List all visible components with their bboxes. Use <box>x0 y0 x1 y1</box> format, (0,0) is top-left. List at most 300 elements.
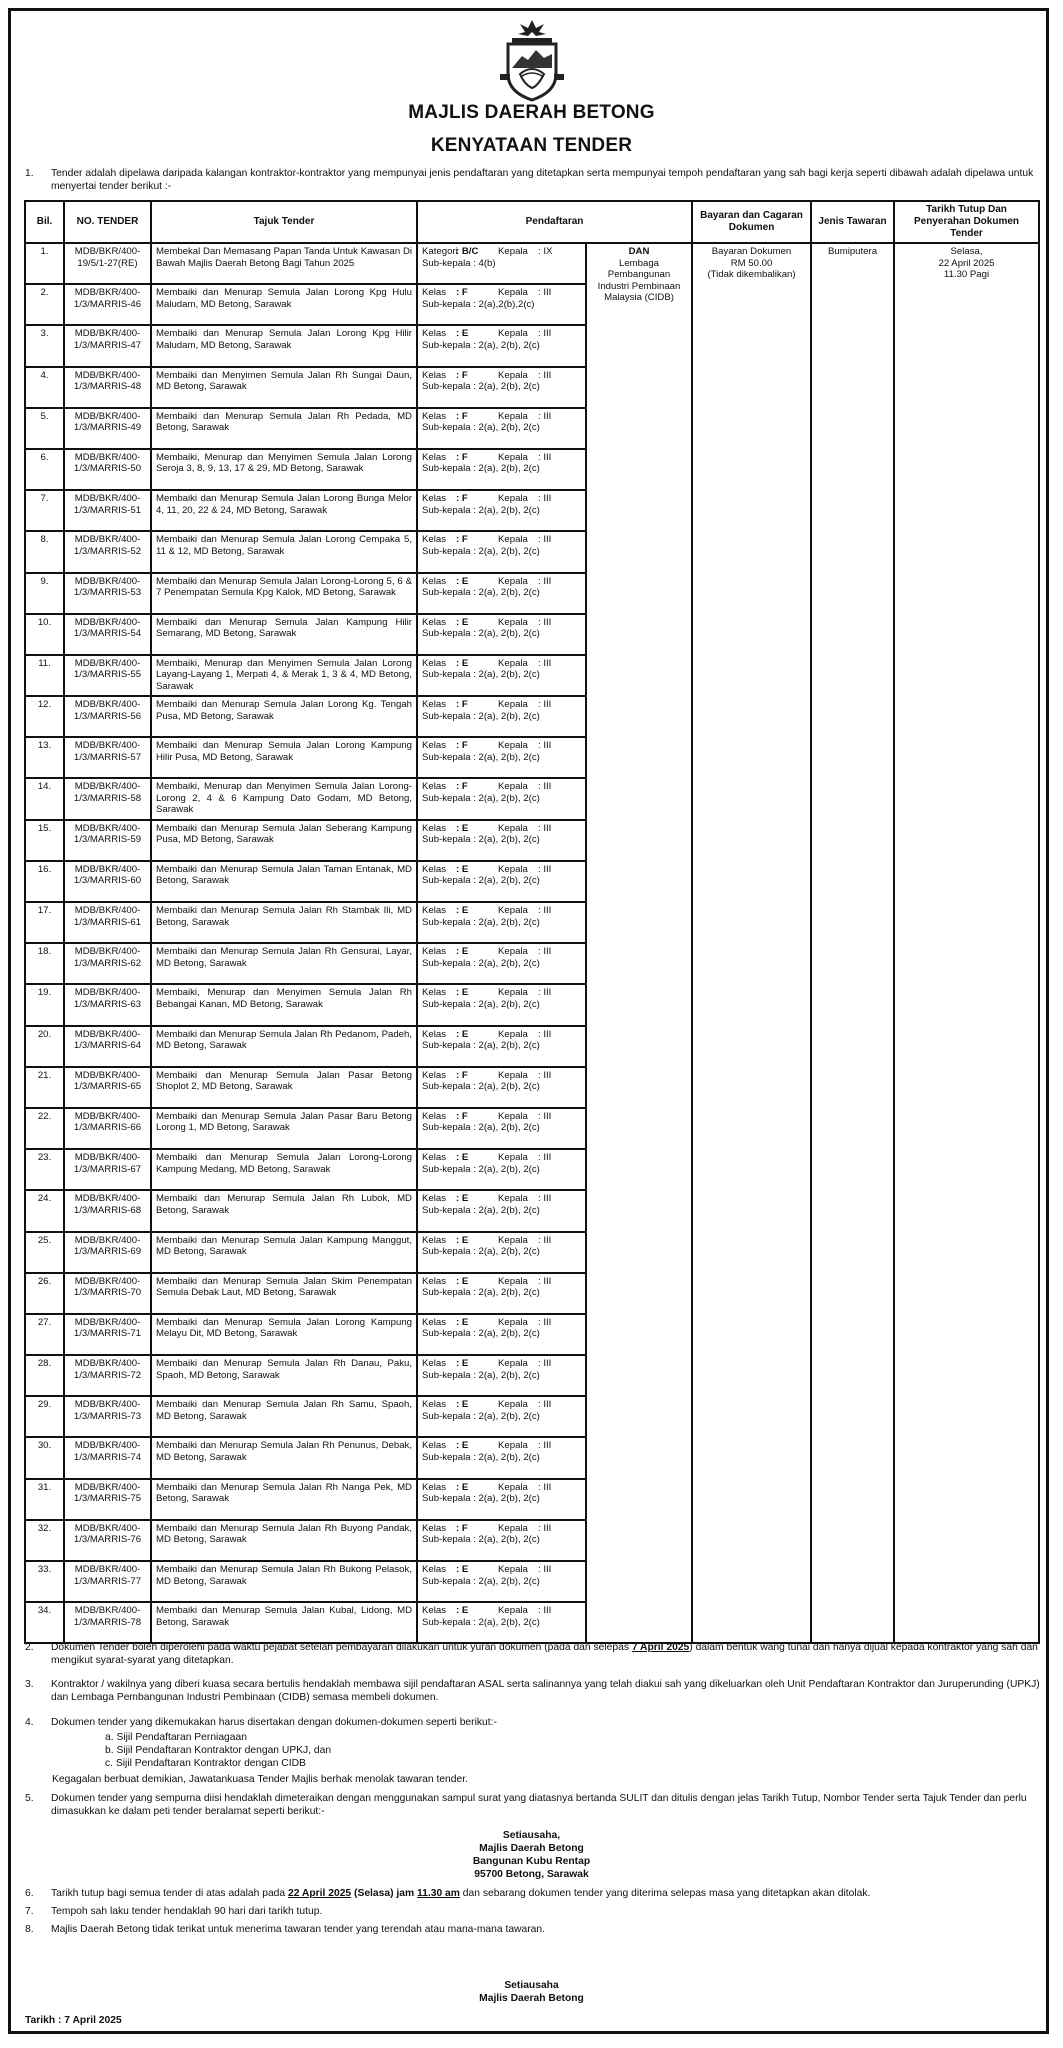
registration-kp: Kepala <box>498 616 528 628</box>
registration-subkepala: Sub-kepala : 2(a), 2(b), 2(c) <box>422 834 540 846</box>
registration-line <box>422 658 581 670</box>
tender-title: Membaiki dan Menurap Semula Jalan Rh Samu, Spaoh, MD Betong, Sarawak <box>151 1396 417 1437</box>
registration-kv: : III <box>538 1193 552 1205</box>
registration-kp: Kepala <box>498 863 528 875</box>
tender-registration <box>417 573 586 614</box>
tender-registration <box>417 284 586 325</box>
registration-k2: : F <box>456 1069 468 1081</box>
notice-date: Tarikh : 7 April 2025 <box>25 2015 122 2026</box>
registration-subkepala: Sub-kepala : 2(a), 2(b), 2(c) <box>422 957 540 969</box>
registration-line <box>422 1440 581 1452</box>
registration-line <box>422 699 581 711</box>
registration-line <box>422 1152 581 1164</box>
tender-title: Membaiki dan Menurap Semula Jalan Taman Entanak, MD Betong, Sarawak <box>151 861 417 902</box>
registration-kp: Kepala <box>498 905 528 916</box>
tender-bil: 23. <box>25 1149 64 1190</box>
registration-subkepala: Sub-kepala : 2(a), 2(b), 2(c) <box>422 916 540 928</box>
tender-bil: 25. <box>25 1232 64 1273</box>
note-4-list <box>105 1731 605 1770</box>
tender-table <box>24 200 1040 1644</box>
note-4: 4. Dokumen tender yang dikemukakan harus disertakan dengan dokumen-dokumen seperti berikut:- <box>25 1717 497 1728</box>
tender-title: Membaiki dan Menurap Semula Jalan Lorong Bunga Melor 4, 11, 20, 22 & 24, MD Betong, Sarawak <box>151 490 417 531</box>
registration-kp: Kepala <box>498 1605 528 1617</box>
tender-title: Membaiki dan Menurap Semula Jalan Rh Lubok, MD Betong, Sarawak <box>151 1190 417 1231</box>
tender-bil: 13. <box>25 737 64 778</box>
tender-title: Membaiki, Menurap dan Menyimen Semula Jalan Lorong-Lorong 2, 4 & 6 Kampung Dato Godam, MD Betong, Sarawak <box>151 778 417 819</box>
registration-kv: : III <box>538 410 552 422</box>
registration-k1: Kelas <box>422 410 446 422</box>
registration-k1: Kelas <box>422 1522 446 1534</box>
tender-registration <box>417 614 586 655</box>
registration-subkepala: Sub-kepala : 2(a), 2(b), 2(c) <box>422 1493 540 1505</box>
tender-number: MDB/BKR/400-1/3/MARRIS-75 <box>64 1479 151 1520</box>
tender-bil: 20. <box>25 1026 64 1067</box>
tender-registration <box>417 1561 586 1602</box>
registration-line <box>422 1111 581 1123</box>
registration-kv: : III <box>538 369 552 381</box>
registration-k2: : E <box>456 1605 469 1617</box>
registration-line <box>422 534 581 546</box>
tender-number: MDB/BKR/400-1/3/MARRIS-69 <box>64 1232 151 1273</box>
intro-text: Tender adalah dipelawa daripada kalangan kontraktor-kontraktor yang mempunyai jenis pendaftaran yang ditetapkan serta mempunyai tempoh pendaftaran yang sah bagi kerja seperti dibawah adalah dipelawa untuk menyertai tender berikut :- <box>51 168 1034 192</box>
registration-subkepala: Sub-kepala : 2(a), 2(b), 2(c) <box>422 1081 540 1093</box>
tender-bil: 28. <box>25 1355 64 1396</box>
tender-number: MDB/BKR/400-1/3/MARRIS-47 <box>64 325 151 366</box>
registration-kp: Kepala <box>498 740 528 752</box>
tender-title: Membaiki dan Menurap Semula Jalan Rh Gensurai, Layar, MD Betong, Sarawak <box>151 943 417 984</box>
tender-registration <box>417 325 586 366</box>
registration-kv: : IX <box>538 246 553 257</box>
tender-number: MDB/BKR/400-1/3/MARRIS-51 <box>64 490 151 531</box>
registration-line <box>422 823 581 835</box>
note-7: 7. Tempoh sah laku tender hendaklah 90 hari dari tarikh tutup. <box>25 1906 323 1917</box>
registration-k2: : E <box>456 905 469 916</box>
tender-title: Membaiki dan Menurap Semula Jalan Lorong Kampung Hilir Pusa, MD Betong, Sarawak <box>151 737 417 778</box>
registration-subkepala: Sub-kepala : 2(a), 2(b), 2(c) <box>422 710 540 722</box>
registration-k1: Kelas <box>422 987 446 999</box>
registration-subkepala: Sub-kepala : 2(a), 2(b), 2(c) <box>422 1040 540 1052</box>
registration-k2: : E <box>456 1564 469 1575</box>
tender-number: MDB/BKR/400-1/3/MARRIS-54 <box>64 614 151 655</box>
organization-name: MAJLIS DAERAH BETONG <box>408 102 655 123</box>
registration-kp: Kepala <box>498 699 528 711</box>
tender-number: MDB/BKR/400-1/3/MARRIS-58 <box>64 778 151 819</box>
registration-subkepala: Sub-kepala : 2(a), 2(b), 2(c) <box>422 1575 540 1587</box>
offer-type: Bumiputera <box>811 243 894 1643</box>
registration-line <box>422 452 581 464</box>
registration-k1: Kelas <box>422 1358 446 1370</box>
tender-title: Membaiki, Menurap dan Menyimen Semula Jalan Rh Bebangai Kanan, MD Betong, Sarawak <box>151 984 417 1025</box>
tender-bil: 33. <box>25 1561 64 1602</box>
registration-k1: Kelas <box>422 493 446 505</box>
registration-kv: : III <box>538 987 552 999</box>
registration-kp: Kepala <box>498 410 528 422</box>
registration-kv: : III <box>538 1564 552 1575</box>
tender-bil: 2. <box>25 284 64 325</box>
registration-kv: : III <box>538 863 552 875</box>
registration-kp: Kepala <box>498 1234 528 1246</box>
registration-k1: Kelas <box>422 1110 446 1122</box>
tender-number: MDB/BKR/400-1/3/MARRIS-74 <box>64 1437 151 1478</box>
registration-line <box>422 740 581 752</box>
tender-registration <box>417 984 586 1025</box>
tender-title: Membaiki, Menurap dan Menyimen Semula Jalan Lorong Seroja 3, 8, 9, 13, 17 & 29, MD Betong, Sarawak <box>151 449 417 490</box>
tender-bil: 9. <box>25 573 64 614</box>
registration-kp: Kepala <box>498 781 528 793</box>
registration-kp: Kepala <box>498 946 528 958</box>
registration-kv: : III <box>538 740 552 752</box>
tender-bil: 1. <box>25 243 64 284</box>
registration-k1: Kelas <box>422 740 446 752</box>
tender-bil: 26. <box>25 1273 64 1314</box>
tender-registration <box>417 243 586 284</box>
registration-k1: Kelas <box>422 1481 446 1493</box>
tender-title: Membaiki dan Menurap Semula Jalan Pasar Betong Shoplot 2, MD Betong, Sarawak <box>151 1067 417 1108</box>
tender-registration <box>417 696 586 737</box>
tender-number: MDB/BKR/400-1/3/MARRIS-72 <box>64 1355 151 1396</box>
registration-kv: : III <box>538 822 552 834</box>
registration-kp: Kepala <box>498 657 528 669</box>
tender-number: MDB/BKR/400-1/3/MARRIS-56 <box>64 696 151 737</box>
registration-kp: Kepala <box>498 493 528 505</box>
tender-number: MDB/BKR/400-1/3/MARRIS-59 <box>64 820 151 861</box>
registration-subkepala: Sub-kepala : 2(a), 2(b), 2(c) <box>422 381 540 393</box>
tender-title: Membaiki dan Menurap Semula Jalan Rh Danau, Paku, Spaoh, MD Betong, Sarawak <box>151 1355 417 1396</box>
registration-k2: : E <box>456 1481 469 1493</box>
registration-k1: Kategori <box>422 246 458 257</box>
note-3: 3. Kontraktor / wakilnya yang diberi kuasa secara bertulis hendaklah membawa sijil pendaftaran ASAL serta salinannya yang telah diakui sah yang dikeluarkan oleh Unit Pendaftaran Kontraktor dan Juruperunding (UPKJ) dan Lembaga Pembangunan Industri Pembinaan (CIDB) semasa membeli dokumen. <box>25 1679 1040 1703</box>
tender-title: Membaiki dan Menurap Semula Jalan Seberang Kampung Pusa, MD Betong, Sarawak <box>151 820 417 861</box>
registration-line <box>422 1605 581 1617</box>
tender-title: Membaiki dan Menurap Semula Jalan Rh Stambak Ili, MD Betong, Sarawak <box>151 902 417 943</box>
tender-bil: 3. <box>25 325 64 366</box>
tender-registration <box>417 1314 586 1355</box>
tender-title: Membaiki dan Menyimen Semula Jalan Rh Sungai Daun, MD Betong, Sarawak <box>151 367 417 408</box>
registration-kv: : III <box>538 1275 552 1287</box>
tender-registration <box>417 1108 586 1149</box>
registration-k2: : E <box>456 1440 469 1452</box>
registration-k1: Kelas <box>422 699 446 711</box>
registration-line <box>422 1399 581 1411</box>
para-number: 1. <box>25 168 34 179</box>
registration-subkepala: Sub-kepala : 2(a), 2(b), 2(c) <box>422 339 540 351</box>
tender-number: MDB/BKR/400-1/3/MARRIS-46 <box>64 284 151 325</box>
registration-kv: : III <box>538 451 552 463</box>
tender-bil: 5. <box>25 408 64 449</box>
registration-kv: : III <box>538 1522 552 1534</box>
registration-k1: Kelas <box>422 946 446 958</box>
registration-subkepala: Sub-kepala : 2(a), 2(b), 2(c) <box>422 1328 540 1340</box>
intro-paragraph <box>25 167 1043 193</box>
registration-kv: : III <box>538 1605 552 1617</box>
tender-number: MDB/BKR/400-1/3/MARRIS-65 <box>64 1067 151 1108</box>
registration-k1: Kelas <box>422 287 446 299</box>
registration-k2: : E <box>456 1028 469 1040</box>
note-4-warning: Kegagalan berbuat demikian, Jawatankuasa Tender Majlis berhak menolak tawaran tender. <box>52 1774 468 1785</box>
registration-kv: : III <box>538 1152 552 1164</box>
registration-subkepala: Sub-kepala : 2(a), 2(b), 2(c) <box>422 1534 540 1546</box>
registration-line <box>422 617 581 629</box>
registration-kp: Kepala <box>498 534 528 546</box>
registration-k2: : E <box>456 1152 469 1164</box>
registration-subkepala: Sub-kepala : 2(a), 2(b), 2(c) <box>422 587 540 598</box>
registration-k1: Kelas <box>422 1399 446 1411</box>
tender-registration <box>417 1602 586 1643</box>
header-tarikh: Tarikh Tutup Dan Penyerahan Dokumen Tender <box>894 201 1039 243</box>
tender-number: MDB/BKR/400-1/3/MARRIS-49 <box>64 408 151 449</box>
registration-kp: Kepala <box>498 1440 528 1452</box>
registration-k1: Kelas <box>422 616 446 628</box>
tender-title: Membaiki dan Menurap Semula Jalan Kampung Manggut, MD Betong, Sarawak <box>151 1232 417 1273</box>
registration-k2: : E <box>456 987 469 999</box>
tender-bil: 10. <box>25 614 64 655</box>
registration-k1: Kelas <box>422 1605 446 1617</box>
registration-k2: : E <box>456 657 469 669</box>
list-item: c. Sijil Pendaftaran Kontraktor dengan CIDB <box>105 1758 306 1769</box>
tender-title: Membaiki dan Menurap Semula Jalan Lorong Kpg Hulu Maludam, MD Betong, Sarawak <box>151 284 417 325</box>
registration-line <box>422 1317 581 1329</box>
registration-subkepala: Sub-kepala : 2(a), 2(b), 2(c) <box>422 1122 540 1134</box>
note-2: 2. Dokumen Tender boleh diperolehi pada waktu pejabat setelah pembayaran dilakukan untuk yuran dokumen (pada dan selepas 7 April 2025) dalam bentuk wang tunai dan hanya dijual kepada kontraktor yang sah dan mengikut syarat-syarat yang ditetapkan. <box>25 1642 1038 1666</box>
registration-k1: Kelas <box>422 781 446 793</box>
dan-label: DAN <box>628 246 650 257</box>
tender-bil: 30. <box>25 1437 64 1478</box>
registration-line <box>422 905 581 917</box>
registration-kp: Kepala <box>498 1399 528 1411</box>
tender-registration <box>417 1355 586 1396</box>
registration-k1: Kelas <box>422 369 446 381</box>
tender-bil: 16. <box>25 861 64 902</box>
registration-subkepala: Sub-kepala : 2(a), 2(b), 2(c) <box>422 628 540 640</box>
tender-number: MDB/BKR/400-1/3/MARRIS-68 <box>64 1190 151 1231</box>
registration-k2: : E <box>456 1316 469 1328</box>
registration-k1: Kelas <box>422 657 446 669</box>
tender-number: MDB/BKR/400-1/3/MARRIS-60 <box>64 861 151 902</box>
registration-line <box>422 1070 581 1082</box>
registration-kp: Kepala <box>498 987 528 999</box>
registration-k2: : F <box>456 410 468 422</box>
registration-k1: Kelas <box>422 1069 446 1081</box>
registration-k2: : E <box>456 1234 469 1246</box>
document-fee: Bayaran Dokumen RM 50.00 (Tidak dikembalikan) <box>692 243 811 1643</box>
registration-k1: Kelas <box>422 1028 446 1040</box>
registration-k2: : E <box>456 328 469 340</box>
registration-subkepala: Sub-kepala : 2(a), 2(b), 2(c) <box>422 669 540 681</box>
tender-number: MDB/BKR/400-1/3/MARRIS-48 <box>64 367 151 408</box>
registration-kv: : III <box>538 781 552 793</box>
tender-title: Membaiki dan Menurap Semula Jalan Lorong Kampung Melayu Dit, MD Betong, Sarawak <box>151 1314 417 1355</box>
registration-line <box>422 987 581 999</box>
registration-k2: : F <box>456 493 468 505</box>
registration-k1: Kelas <box>422 905 446 916</box>
tender-number: MDB/BKR/400-1/3/MARRIS-76 <box>64 1520 151 1561</box>
notice-title: KENYATAAN TENDER <box>430 135 633 156</box>
tender-registration <box>417 943 586 984</box>
registration-subkepala: Sub-kepala : 2(a), 2(b), 2(c) <box>422 998 540 1010</box>
tender-number: MDB/BKR/400-1/3/MARRIS-62 <box>64 943 151 984</box>
tender-title: Membaiki dan Menurap Semula Jalan Rh Penunus, Debak, MD Betong, Sarawak <box>151 1437 417 1478</box>
header-bil: Bil. <box>25 201 64 243</box>
registration-kp: Kepala <box>498 328 528 340</box>
registration-kv: : III <box>538 1358 552 1370</box>
registration-kp: Kepala <box>498 1069 528 1081</box>
tender-title: Membaiki dan Menurap Semula Jalan Kubal, Lidong, MD Betong, Sarawak <box>151 1602 417 1643</box>
registration-kp: Kepala <box>498 1028 528 1040</box>
tender-registration <box>417 820 586 861</box>
tender-title: Membaiki dan Menurap Semula Jalan Lorong-Lorong 5, 6 & 7 Penempatan Semula Kpg Kalok, MD Betong, Sarawak <box>151 573 417 614</box>
tender-bil: 6. <box>25 449 64 490</box>
tender-registration <box>417 1190 586 1231</box>
tender-number: MDB/BKR/400-1/3/MARRIS-55 <box>64 655 151 696</box>
registration-k1: Kelas <box>422 1193 446 1205</box>
registration-kp: Kepala <box>498 1275 528 1287</box>
tender-title: Membaiki dan Menurap Semula Jalan Lorong-Lorong Kampung Medang, MD Betong, Sarawak <box>151 1149 417 1190</box>
cidb-registration <box>586 243 692 1643</box>
tender-bil: 21. <box>25 1067 64 1108</box>
tender-registration <box>417 1232 586 1273</box>
registration-subkepala: Sub-kepala : 2(a),2(b),2(c) <box>422 298 535 310</box>
registration-k2: : E <box>456 1275 469 1287</box>
header-bayaran: Bayaran dan Cagaran Dokumen <box>692 201 811 243</box>
registration-kv: : III <box>538 1316 552 1328</box>
tender-number: MDB/BKR/400-1/3/MARRIS-73 <box>64 1396 151 1437</box>
registration-k1: Kelas <box>422 1316 446 1328</box>
registration-kp: Kepala <box>498 1193 528 1205</box>
registration-kp: Kepala <box>498 1152 528 1164</box>
registration-kp: Kepala <box>498 451 528 463</box>
council-crest-logo <box>498 18 566 102</box>
registration-k2: : F <box>456 369 468 381</box>
registration-kv: : III <box>538 493 552 505</box>
registration-kp: Kepala <box>498 287 528 299</box>
registration-line <box>422 576 581 588</box>
tender-bil: 31. <box>25 1479 64 1520</box>
tender-bil: 14. <box>25 778 64 819</box>
tender-box-address: Setiausaha, Majlis Daerah Betong Bangunan Kubu Rentap 95700 Betong, Sarawak <box>472 1830 591 1880</box>
tender-registration <box>417 1026 586 1067</box>
registration-line <box>422 411 581 423</box>
registration-k2: : F <box>456 699 468 711</box>
tender-bil: 7. <box>25 490 64 531</box>
registration-subkepala: Sub-kepala : 2(a), 2(b), 2(c) <box>422 792 540 804</box>
registration-line <box>422 781 581 793</box>
tender-title: Membaiki dan Menurap Semula Jalan Rh Pedada, MD Betong, Sarawak <box>151 408 417 449</box>
header-no-tender: NO. TENDER <box>64 201 151 243</box>
tender-registration <box>417 1149 586 1190</box>
tender-bil: 27. <box>25 1314 64 1355</box>
tender-number: MDB/BKR/400-1/3/MARRIS-70 <box>64 1273 151 1314</box>
registration-kp: Kepala <box>498 1316 528 1328</box>
registration-line <box>422 493 581 505</box>
registration-k2: : F <box>456 451 468 463</box>
tender-title: Membaiki dan Menurap Semula Jalan Rh Pedanom, Padeh, MD Betong, Sarawak <box>151 1026 417 1067</box>
tender-title: Membaiki dan Menurap Semula Jalan Pasar Baru Betong Lorong 1, MD Betong, Sarawak <box>151 1108 417 1149</box>
registration-subkepala: Sub-kepala : 2(a), 2(b), 2(c) <box>422 1369 540 1381</box>
registration-kv: : III <box>538 534 552 546</box>
registration-kp: Kepala <box>498 822 528 834</box>
registration-kv: : III <box>538 1399 552 1411</box>
registration-k2: : F <box>456 534 468 546</box>
tender-registration <box>417 778 586 819</box>
registration-subkepala: Sub-kepala : 2(a), 2(b), 2(c) <box>422 1287 540 1299</box>
registration-subkepala: Sub-kepala : 2(a), 2(b), 2(c) <box>422 1451 540 1463</box>
tender-registration <box>417 737 586 778</box>
registration-k2: : F <box>456 740 468 752</box>
tender-number: MDB/BKR/400-1/3/MARRIS-71 <box>64 1314 151 1355</box>
registration-subkepala: Sub-kepala : 2(a), 2(b), 2(c) <box>422 463 540 475</box>
tender-number: MDB/BKR/400-1/3/MARRIS-52 <box>64 531 151 572</box>
registration-kp: Kepala <box>498 1358 528 1370</box>
registration-k1: Kelas <box>422 451 446 463</box>
registration-kp: Kepala <box>498 369 528 381</box>
registration-kv: : III <box>538 1440 552 1452</box>
tender-number: MDB/BKR/400-1/3/MARRIS-66 <box>64 1108 151 1149</box>
tender-title: Membekal Dan Memasang Papan Tanda Untuk Kawasan Di Bawah Majlis Daerah Betong Bagi Tahun 2025 <box>151 243 417 284</box>
tender-number: MDB/BKR/400-1/3/MARRIS-53 <box>64 573 151 614</box>
tender-bil: 11. <box>25 655 64 696</box>
registration-kv: : III <box>538 1481 552 1493</box>
registration-k1: Kelas <box>422 1152 446 1164</box>
registration-kp: Kepala <box>498 1564 528 1575</box>
registration-k1: Kelas <box>422 1234 446 1246</box>
tender-bil: 29. <box>25 1396 64 1437</box>
tender-title: Membaiki dan Menurap Semula Jalan Lorong Cempaka 5, 11 & 12, MD Betong, Sarawak <box>151 531 417 572</box>
registration-k1: Kelas <box>422 328 446 340</box>
registration-subkepala: Sub-kepala : 2(a), 2(b), 2(c) <box>422 422 540 434</box>
list-item: b. Sijil Pendaftaran Kontraktor dengan UPKJ, dan <box>105 1745 332 1756</box>
registration-subkepala: Sub-kepala : 2(a), 2(b), 2(c) <box>422 875 540 887</box>
registration-line <box>422 1235 581 1247</box>
tender-registration <box>417 408 586 449</box>
tender-number: MDB/BKR/400-1/3/MARRIS-61 <box>64 902 151 943</box>
note-8: 8. Majlis Daerah Betong tidak terikat untuk menerima tawaran tender yang terendah atau mana-mana tawaran. <box>25 1924 545 1935</box>
registration-k2: : E <box>456 863 469 875</box>
registration-line <box>422 864 581 876</box>
registration-kv: : III <box>538 328 552 340</box>
registration-k2: : F <box>456 781 468 793</box>
registration-kv: : III <box>538 699 552 711</box>
registration-line <box>422 1276 581 1288</box>
registration-subkepala: Sub-kepala : 2(a), 2(b), 2(c) <box>422 1204 540 1216</box>
header-jenis: Jenis Tawaran <box>811 201 894 243</box>
registration-k1: Kelas <box>422 863 446 875</box>
registration-k1: Kelas <box>422 534 446 546</box>
registration-k2: : E <box>456 616 469 628</box>
registration-subkepala: Sub-kepala : 2(a), 2(b), 2(c) <box>422 504 540 516</box>
tender-registration <box>417 1437 586 1478</box>
registration-kv: : III <box>538 1069 552 1081</box>
tender-registration <box>417 1067 586 1108</box>
tender-number: MDB/BKR/400-19/5/1-27(RE) <box>64 243 151 284</box>
tender-number: MDB/BKR/400-1/3/MARRIS-57 <box>64 737 151 778</box>
tender-registration <box>417 655 586 696</box>
tender-bil: 8. <box>25 531 64 572</box>
header-pendaftaran: Pendaftaran <box>417 201 692 243</box>
table-row <box>25 243 1039 284</box>
registration-line <box>422 328 581 340</box>
registration-kp: Kepala <box>498 575 528 587</box>
registration-line <box>422 1029 581 1041</box>
tender-registration <box>417 861 586 902</box>
tender-registration <box>417 1273 586 1314</box>
tender-title: Membaiki dan Menurap Semula Jalan Lorong Kpg Hilir Maludam, MD Betong, Sarawak <box>151 325 417 366</box>
registration-kv: : III <box>538 575 552 587</box>
tender-number: MDB/BKR/400-1/3/MARRIS-63 <box>64 984 151 1025</box>
tender-bil: 24. <box>25 1190 64 1231</box>
tender-bil: 18. <box>25 943 64 984</box>
registration-kv: : III <box>538 905 552 916</box>
registration-k1: Kelas <box>422 822 446 834</box>
